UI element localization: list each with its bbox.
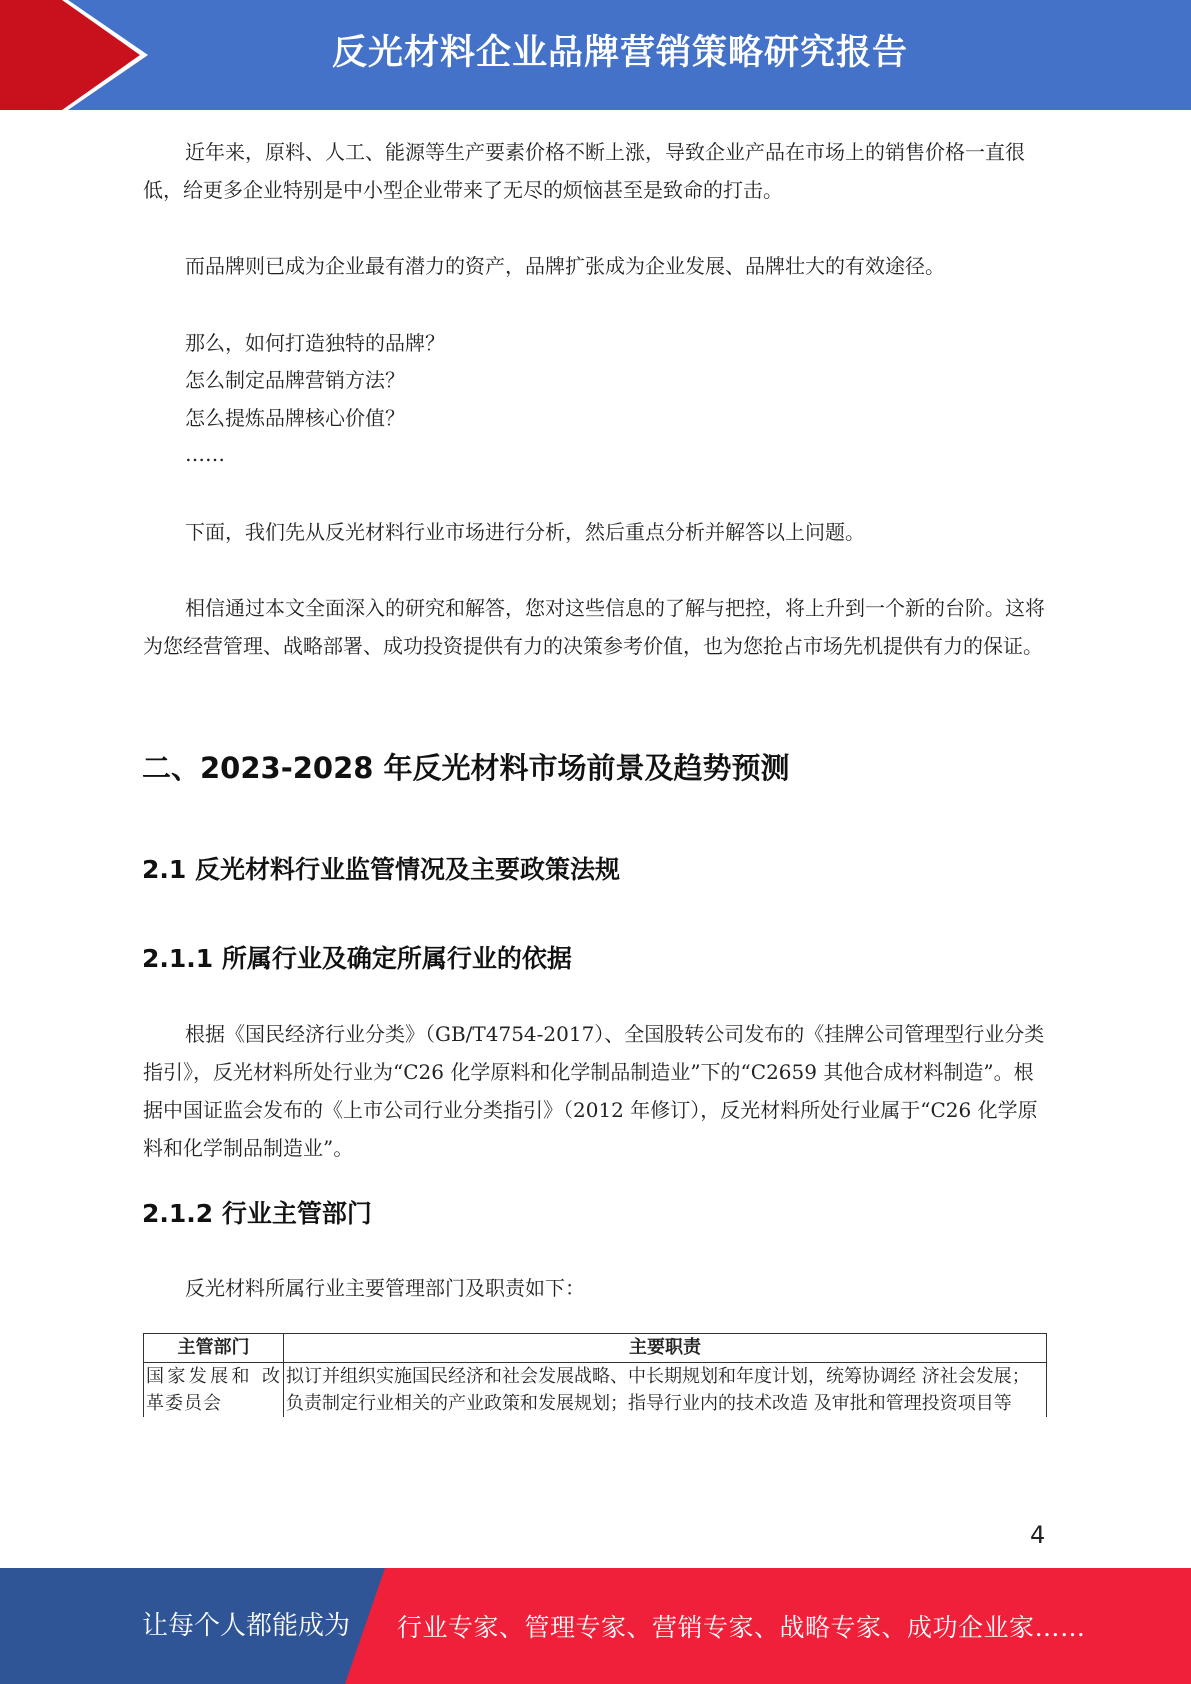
section-heading: 二、2023-2028 年反光材料市场前景及趋势预测 xyxy=(142,751,790,785)
ellipsis-line: …… xyxy=(185,442,225,466)
footer-slogan-right: 行业专家、管理专家、营销专家、战略专家、成功企业家…… xyxy=(397,1613,1086,1642)
duties-cell: 拟订并组织实施国民经济和社会发展战略、中长期规划和年度计划，统筹协调经 济社会发展；负责制定行业相关的产业政策和发展规划；指导行业内的技术改造 及审批和管理投资项目等 xyxy=(284,1363,1047,1418)
table-header-duties: 主要职责 xyxy=(284,1334,1047,1363)
page-footer xyxy=(0,1568,1191,1684)
intro-paragraph-3: 下面，我们先从反光材料行业市场进行分析，然后重点分析并解答以上问题。 xyxy=(185,520,865,544)
industry-basis-paragraph: 根据《国民经济行业分类》（GB/T4754-2017）、全国股转公司发布的《挂牌公司管理型行业分类指引》，反光材料所处行业为“C26 化学原料和化学制品制造业”下的“C2659 其他合成材料制造”。根据中国证监会发布的《上市公司行业分类指引》（2012 年修订），反光材料所处行业属于“C26 化学原料和化学制品制造业”。 xyxy=(143,1022,1045,1160)
intro-paragraph-4: 相信通过本文全面深入的研究和解答，您对这些信息的了解与把控，将上升到一个新的台阶。这将为您经营管理、战略部署、成功投资提供有力的决策参考价值，也为您抢占市场先机提供有力的保证。 xyxy=(143,596,1045,658)
page-number: 4 xyxy=(1030,1521,1046,1549)
question-1: 那么，如何打造独特的品牌？ xyxy=(185,331,445,355)
subsection-heading-2-1: 2.1 反光材料行业监管情况及主要政策法规 xyxy=(142,855,620,884)
question-3: 怎么提炼品牌核心价值？ xyxy=(185,406,405,430)
question-2: 怎么制定品牌营销方法？ xyxy=(185,368,405,392)
regulators-table xyxy=(143,1333,1047,1417)
report-title: 反光材料企业品牌营销策略研究报告 xyxy=(331,33,908,73)
subsection-heading-2-1-1: 2.1.1 所属行业及确定所属行业的依据 xyxy=(142,944,572,973)
footer-slogan-left: 让每个人都能成为 xyxy=(142,1611,351,1641)
intro-paragraph-1: 近年来，原料、人工、能源等生产要素价格不断上涨，导致企业产品在市场上的销售价格一直很低，给更多企业特别是中小型企业带来了无尽的烦恼甚至是致命的打击。 xyxy=(143,140,1025,202)
table-header-department: 主管部门 xyxy=(144,1334,284,1363)
table-row xyxy=(144,1363,1047,1418)
subsection-heading-2-1-2: 2.1.2 行业主管部门 xyxy=(142,1199,372,1228)
department-cell: 国家发展和 改革委员会 xyxy=(144,1363,284,1418)
intro-paragraph-2: 而品牌则已成为企业最有潜力的资产，品牌扩张成为企业发展、品牌壮大的有效途径。 xyxy=(185,254,945,278)
departments-intro-paragraph: 反光材料所属行业主要管理部门及职责如下： xyxy=(185,1276,585,1300)
table-header-row xyxy=(144,1334,1047,1363)
